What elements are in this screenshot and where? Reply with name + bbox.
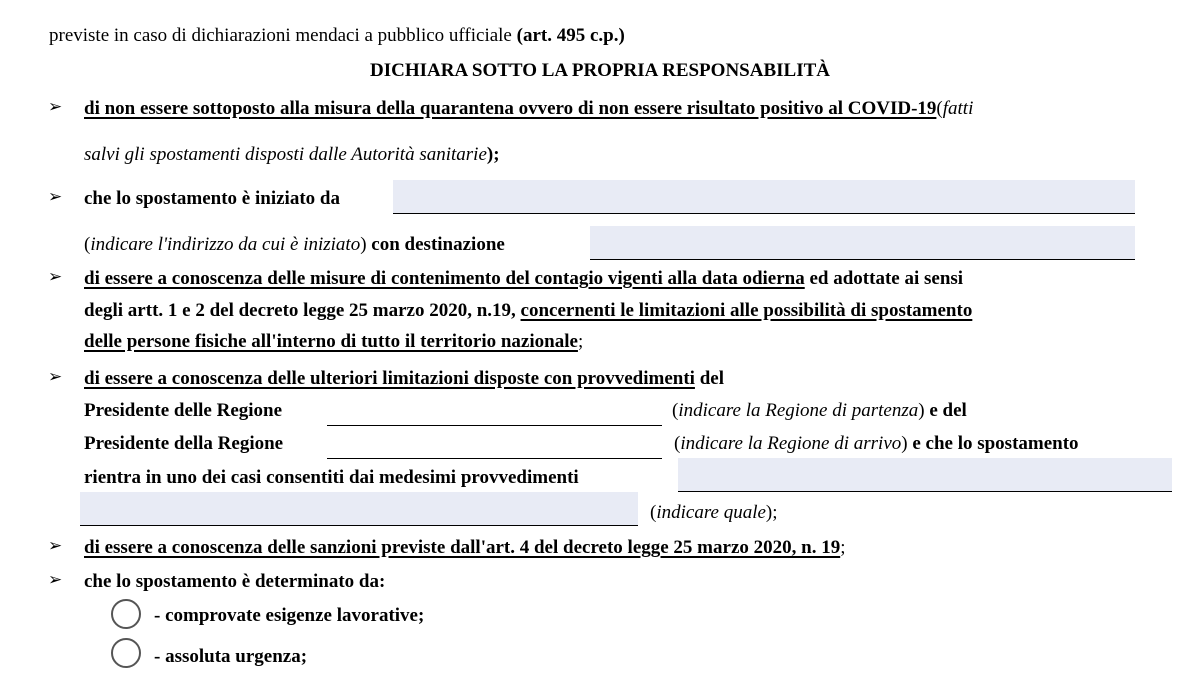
item1-line1: di non essere sottoposto alla misura della quarantena ovvero di non essere risultato positivo al COVID-19(fatti — [84, 98, 974, 119]
item1-line2: salvi gli spostamenti disposti dalle Autorità sanitarie); — [84, 144, 500, 165]
item4-line1: di essere a conoscenza delle ulteriori limitazioni disposte con provvedimenti del — [84, 368, 724, 389]
rientra-line: rientra in uno dei casi consentiti dai medesimi provvedimenti — [84, 467, 579, 488]
departure-hint: indicare l'indirizzo da cui è iniziato — [90, 234, 361, 255]
item3-line1: di essere a conoscenza delle misure di contenimento del contagio vigenti alla data odierna ed adottate ai sensi — [84, 268, 964, 289]
arrival-region-field[interactable] — [327, 425, 662, 459]
bullet-icon: ➢ — [48, 267, 63, 286]
pres1-label: Presidente delle Regione — [84, 400, 283, 421]
destination-label: con destinazione — [366, 234, 505, 255]
item1-statement: di non essere sottoposto alla misura della quarantena ovvero di non essere risultato positivo al COVID-19 — [84, 98, 937, 119]
departure-address-field[interactable] — [393, 180, 1135, 214]
intro-ref: (art. 495 c.p.) — [516, 25, 625, 46]
pres2-label: Presidente della Regione — [84, 433, 284, 454]
item6-label: che lo spostamento è determinato da: — [84, 571, 386, 592]
bullet-icon: ➢ — [48, 570, 63, 589]
pres1-hint: indicare la Regione di partenza — [678, 400, 919, 421]
radio-work-needs[interactable] — [111, 599, 141, 629]
item3-line2: degli artt. 1 e 2 del decreto legge 25 marzo 2020, n.19, concernenti le limitazioni alle possibilità di spostamento — [84, 300, 973, 321]
item2-label: che lo spostamento è iniziato da — [84, 188, 340, 209]
pres2-hint-line: (indicare la Regione di arrivo) e che lo spostamento — [674, 433, 1079, 454]
departure-region-field[interactable] — [327, 392, 662, 426]
pres2-hint: indicare la Regione di arrivo — [680, 433, 902, 454]
item3-line3: delle persone fisiche all'interno di tutto il territorio nazionale; — [84, 331, 584, 352]
declaration-heading: DICHIARA SOTTO LA PROPRIA RESPONSABILITÀ — [370, 60, 830, 81]
item1-note: salvi gli spostamenti disposti dalle Autorità sanitarie — [84, 144, 487, 165]
destination-field[interactable] — [590, 226, 1135, 260]
intro-line — [49, 25, 625, 47]
option-absolute-urgency: - assoluta urgenza; — [154, 646, 308, 667]
bullet-icon: ➢ — [48, 367, 63, 386]
intro-text: previste in caso di dichiarazioni mendaci a pubblico ufficiale — [49, 25, 517, 46]
pres1-hint-line: (indicare la Regione di partenza) e del — [672, 400, 967, 421]
bullet-icon: ➢ — [48, 536, 63, 555]
quale-hint-line: (indicare quale); — [650, 502, 778, 523]
allowed-case-field-2[interactable] — [80, 492, 638, 526]
allowed-case-field[interactable] — [678, 458, 1172, 492]
bullet-icon: ➢ — [48, 187, 63, 206]
option-work-needs: - comprovate esigenze lavorative; — [154, 605, 425, 626]
item2-line2: (indicare l'indirizzo da cui è iniziato) con destinazione — [84, 234, 505, 255]
radio-absolute-urgency[interactable] — [111, 638, 141, 668]
bullet-icon: ➢ — [48, 97, 63, 116]
item5-line: di essere a conoscenza delle sanzioni previste dall'art. 4 del decreto legge 25 marzo 2020, n. 19; — [84, 537, 846, 558]
quale-hint: indicare quale — [656, 502, 766, 523]
